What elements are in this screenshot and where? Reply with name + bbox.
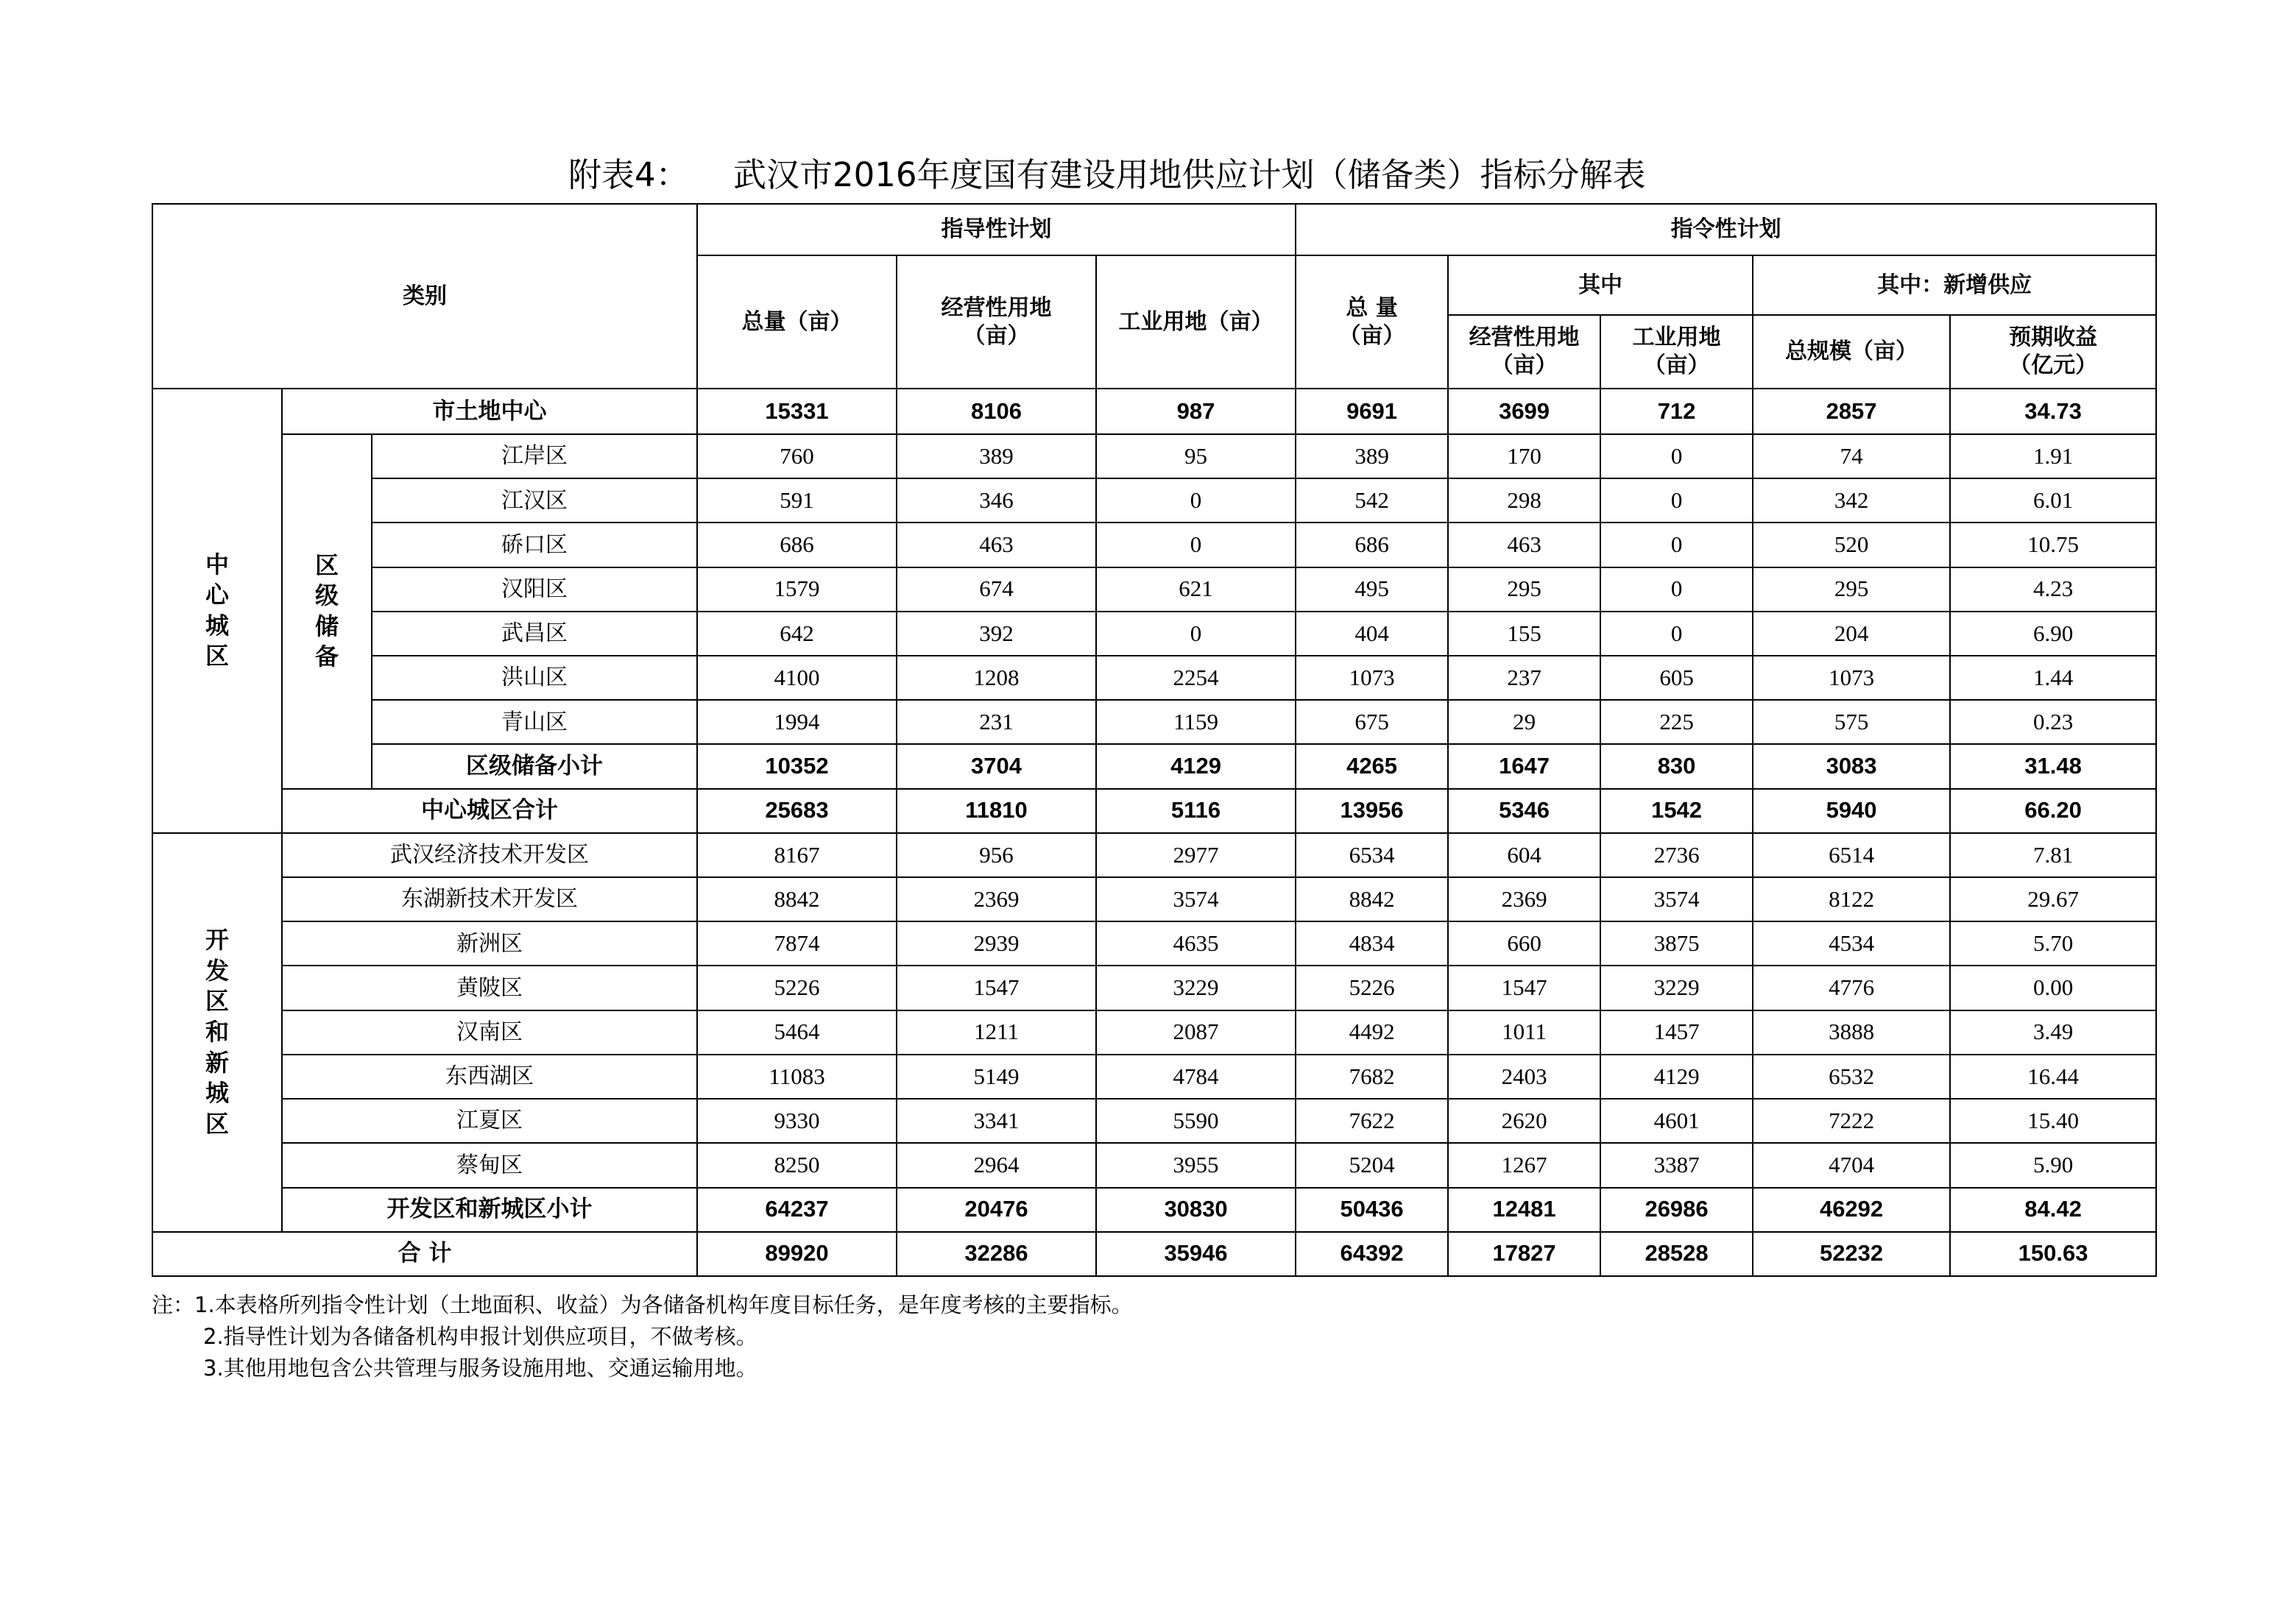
cell: 1208 [897,656,1096,700]
header-guiding-commercial: 经营性用地（亩） [897,255,1096,389]
cell: 2403 [1448,1055,1600,1099]
table-row [152,1010,2156,1055]
table-row [152,1099,2156,1143]
header-among: 其中 [1448,255,1753,314]
cell: 16.44 [1950,1055,2156,1099]
header-new-supply: 其中：新增供应 [1753,255,2156,314]
cell: 3341 [897,1099,1096,1143]
table-row [152,789,2156,833]
cell: 231 [897,700,1096,744]
cell: 1542 [1600,789,1753,833]
note-item: 3.其他用地包含公共管理与服务设施用地、交通运输用地。 [203,1356,757,1381]
header-guiding-plan: 指导性计划 [697,204,1296,255]
note-item: 注：1.本表格所列指令性计划（土地面积、收益）为各储备机构年度目标任务，是年度考核的主要指标。 [152,1292,1133,1317]
cell: 7222 [1753,1099,1950,1143]
cell: 1579 [697,567,897,612]
table-row [152,1055,2156,1099]
row-label: 硚口区 [372,523,697,567]
cell: 2857 [1753,389,1950,434]
cell: 6534 [1296,833,1448,877]
cell: 342 [1753,478,1950,523]
cell: 760 [697,434,897,478]
cell: 30830 [1096,1188,1296,1232]
row-label: 合 计 [152,1232,697,1276]
cell: 31.48 [1950,744,2156,788]
cell: 1073 [1753,656,1950,700]
cell: 8122 [1753,877,1950,921]
cell: 8842 [697,877,897,921]
header-category: 类别 [152,204,697,389]
header-guiding-total: 总量（亩） [697,255,897,389]
cell: 5204 [1296,1143,1448,1187]
cell: 830 [1600,744,1753,788]
cell: 5116 [1096,789,1296,833]
header-directive-commercial: 经营性用地（亩） [1448,315,1600,389]
cell: 3955 [1096,1143,1296,1187]
cell: 4265 [1296,744,1448,788]
cell: 605 [1600,656,1753,700]
cell: 520 [1753,523,1950,567]
cell: 2964 [897,1143,1096,1187]
cell: 604 [1448,833,1600,877]
cell: 591 [697,478,897,523]
cell: 34.73 [1950,389,2156,434]
cell: 204 [1753,612,1950,656]
cell: 2736 [1600,833,1753,877]
row-label: 江汉区 [372,478,697,523]
cell: 3229 [1600,966,1753,1010]
cell: 28528 [1600,1232,1753,1276]
cell: 150.63 [1950,1232,2156,1276]
cell: 295 [1753,567,1950,612]
cell: 1547 [897,966,1096,1010]
cell: 1547 [1448,966,1600,1010]
header-expected-revenue: 预期收益（亿元） [1950,315,2156,389]
cell: 29 [1448,700,1600,744]
cell: 6.01 [1950,478,2156,523]
cell: 3888 [1753,1010,1950,1055]
cell: 84.42 [1950,1188,2156,1232]
cell: 7622 [1296,1099,1448,1143]
note-item: 2.指导性计划为各储备机构申报计划供应项目，不做考核。 [203,1324,757,1349]
row-label: 汉南区 [282,1010,697,1055]
cell: 17827 [1448,1232,1600,1276]
cell: 3699 [1448,389,1600,434]
cell: 89920 [697,1232,897,1276]
table-row [152,656,2156,700]
cell: 3083 [1753,744,1950,788]
table-row [152,523,2156,567]
cell: 11810 [897,789,1096,833]
cell: 389 [897,434,1096,478]
cell: 987 [1096,389,1296,434]
cell: 66.20 [1950,789,2156,833]
cell: 4129 [1600,1055,1753,1099]
cell: 4834 [1296,921,1448,966]
cell: 170 [1448,434,1600,478]
cell: 4635 [1096,921,1296,966]
cell: 346 [897,478,1096,523]
cell: 25683 [697,789,897,833]
group-district-reserve: 区级储备 [282,434,372,789]
cell: 1.44 [1950,656,2156,700]
table-row [152,921,2156,966]
row-label: 中心城区合计 [282,789,697,833]
cell: 5.90 [1950,1143,2156,1187]
cell: 3229 [1096,966,1296,1010]
cell: 10352 [697,744,897,788]
cell: 3574 [1600,877,1753,921]
cell: 5149 [897,1055,1096,1099]
cell: 3704 [897,744,1096,788]
header-directive-plan: 指令性计划 [1296,204,2156,255]
cell: 32286 [897,1232,1096,1276]
cell: 2087 [1096,1010,1296,1055]
row-label: 蔡甸区 [282,1143,697,1187]
cell: 4784 [1096,1055,1296,1099]
row-label: 汉阳区 [372,567,697,612]
cell: 9691 [1296,389,1448,434]
cell: 3387 [1600,1143,1753,1187]
row-label: 东西湖区 [282,1055,697,1099]
cell: 1.91 [1950,434,2156,478]
cell: 5464 [697,1010,897,1055]
title-main: 武汉市2016年度国有建设用地供应计划（储备类）指标分解表 [733,155,1646,194]
cell: 712 [1600,389,1753,434]
cell: 1011 [1448,1010,1600,1055]
cell: 298 [1448,478,1600,523]
table-row [152,877,2156,921]
cell: 4776 [1753,966,1950,1010]
cell: 8106 [897,389,1096,434]
cell: 0 [1096,523,1296,567]
group-dev-zones: 开发区和新城区 [152,833,282,1232]
header-new-scale: 总规模（亩） [1753,315,1950,389]
cell: 2620 [1448,1099,1600,1143]
row-label: 武昌区 [372,612,697,656]
cell: 74 [1753,434,1950,478]
cell: 389 [1296,434,1448,478]
cell: 155 [1448,612,1600,656]
allocation-table [152,203,2157,1277]
cell: 3875 [1600,921,1753,966]
cell: 686 [697,523,897,567]
cell: 9330 [697,1099,897,1143]
cell: 2254 [1096,656,1296,700]
cell: 1267 [1448,1143,1600,1187]
cell: 4129 [1096,744,1296,788]
cell: 674 [897,567,1096,612]
row-label: 开发区和新城区小计 [282,1188,697,1232]
table-row [152,612,2156,656]
row-label: 江岸区 [372,434,697,478]
cell: 26986 [1600,1188,1753,1232]
cell: 29.67 [1950,877,2156,921]
page-title [152,153,2155,197]
cell: 3.49 [1950,1010,2156,1055]
row-label: 洪山区 [372,656,697,700]
cell: 35946 [1096,1232,1296,1276]
table-row [152,966,2156,1010]
row-label: 青山区 [372,700,697,744]
cell: 12481 [1448,1188,1600,1232]
cell: 13956 [1296,789,1448,833]
cell: 20476 [897,1188,1096,1232]
cell: 295 [1448,567,1600,612]
cell: 50436 [1296,1188,1448,1232]
cell: 6514 [1753,833,1950,877]
cell: 621 [1096,567,1296,612]
cell: 1647 [1448,744,1600,788]
cell: 4601 [1600,1099,1753,1143]
header-directive-total: 总 量（亩） [1296,255,1448,389]
table-row [152,567,2156,612]
cell: 4100 [697,656,897,700]
cell: 10.75 [1950,523,2156,567]
cell: 6532 [1753,1055,1950,1099]
cell: 5226 [1296,966,1448,1010]
cell: 392 [897,612,1096,656]
table-row [152,744,2156,788]
cell: 0 [1600,434,1753,478]
cell: 95 [1096,434,1296,478]
cell: 64392 [1296,1232,1448,1276]
row-label: 东湖新技术开发区 [282,877,697,921]
cell: 0 [1096,478,1296,523]
cell: 5940 [1753,789,1950,833]
table-row [152,478,2156,523]
table-row [152,1232,2156,1276]
cell: 3574 [1096,877,1296,921]
cell: 11083 [697,1055,897,1099]
cell: 8167 [697,833,897,877]
cell: 2939 [897,921,1096,966]
cell: 4704 [1753,1143,1950,1187]
cell: 675 [1296,700,1448,744]
cell: 6.90 [1950,612,2156,656]
cell: 642 [697,612,897,656]
row-label: 黄陂区 [282,966,697,1010]
cell: 1073 [1296,656,1448,700]
cell: 542 [1296,478,1448,523]
cell: 0 [1600,567,1753,612]
cell: 5226 [697,966,897,1010]
cell: 7874 [697,921,897,966]
cell: 2369 [897,877,1096,921]
cell: 237 [1448,656,1600,700]
row-label: 武汉经济技术开发区 [282,833,697,877]
cell: 0 [1096,612,1296,656]
cell: 2977 [1096,833,1296,877]
cell: 660 [1448,921,1600,966]
cell: 0.23 [1950,700,2156,744]
cell: 1211 [897,1010,1096,1055]
cell: 0.00 [1950,966,2156,1010]
cell: 1159 [1096,700,1296,744]
cell: 5346 [1448,789,1600,833]
cell: 4492 [1296,1010,1448,1055]
cell: 8842 [1296,877,1448,921]
cell: 5590 [1096,1099,1296,1143]
cell: 64237 [697,1188,897,1232]
cell: 575 [1753,700,1950,744]
header-directive-industrial: 工业用地（亩） [1600,315,1753,389]
cell: 0 [1600,523,1753,567]
cell: 8250 [697,1143,897,1187]
notes [152,1289,1133,1384]
cell: 225 [1600,700,1753,744]
cell: 15331 [697,389,897,434]
cell: 1994 [697,700,897,744]
cell: 4.23 [1950,567,2156,612]
cell: 404 [1296,612,1448,656]
cell: 7.81 [1950,833,2156,877]
cell: 495 [1296,567,1448,612]
cell: 5.70 [1950,921,2156,966]
table-row [152,700,2156,744]
cell: 956 [897,833,1096,877]
cell: 52232 [1753,1232,1950,1276]
table-row [152,434,2156,478]
cell: 0 [1600,612,1753,656]
cell: 686 [1296,523,1448,567]
table-row [152,1188,2156,1232]
table-row [152,833,2156,877]
row-label: 市土地中心 [282,389,697,434]
cell: 15.40 [1950,1099,2156,1143]
title-prefix: 附表4： [568,155,689,194]
cell: 463 [897,523,1096,567]
cell: 463 [1448,523,1600,567]
cell: 46292 [1753,1188,1950,1232]
row-label: 新洲区 [282,921,697,966]
cell: 4534 [1753,921,1950,966]
table-row [152,1143,2156,1187]
cell: 1457 [1600,1010,1753,1055]
cell: 0 [1600,478,1753,523]
row-label: 江夏区 [282,1099,697,1143]
row-label: 区级储备小计 [372,744,697,788]
header-guiding-industrial: 工业用地（亩） [1096,255,1296,389]
cell: 2369 [1448,877,1600,921]
cell: 7682 [1296,1055,1448,1099]
group-central-city: 中心城区 [152,389,282,833]
